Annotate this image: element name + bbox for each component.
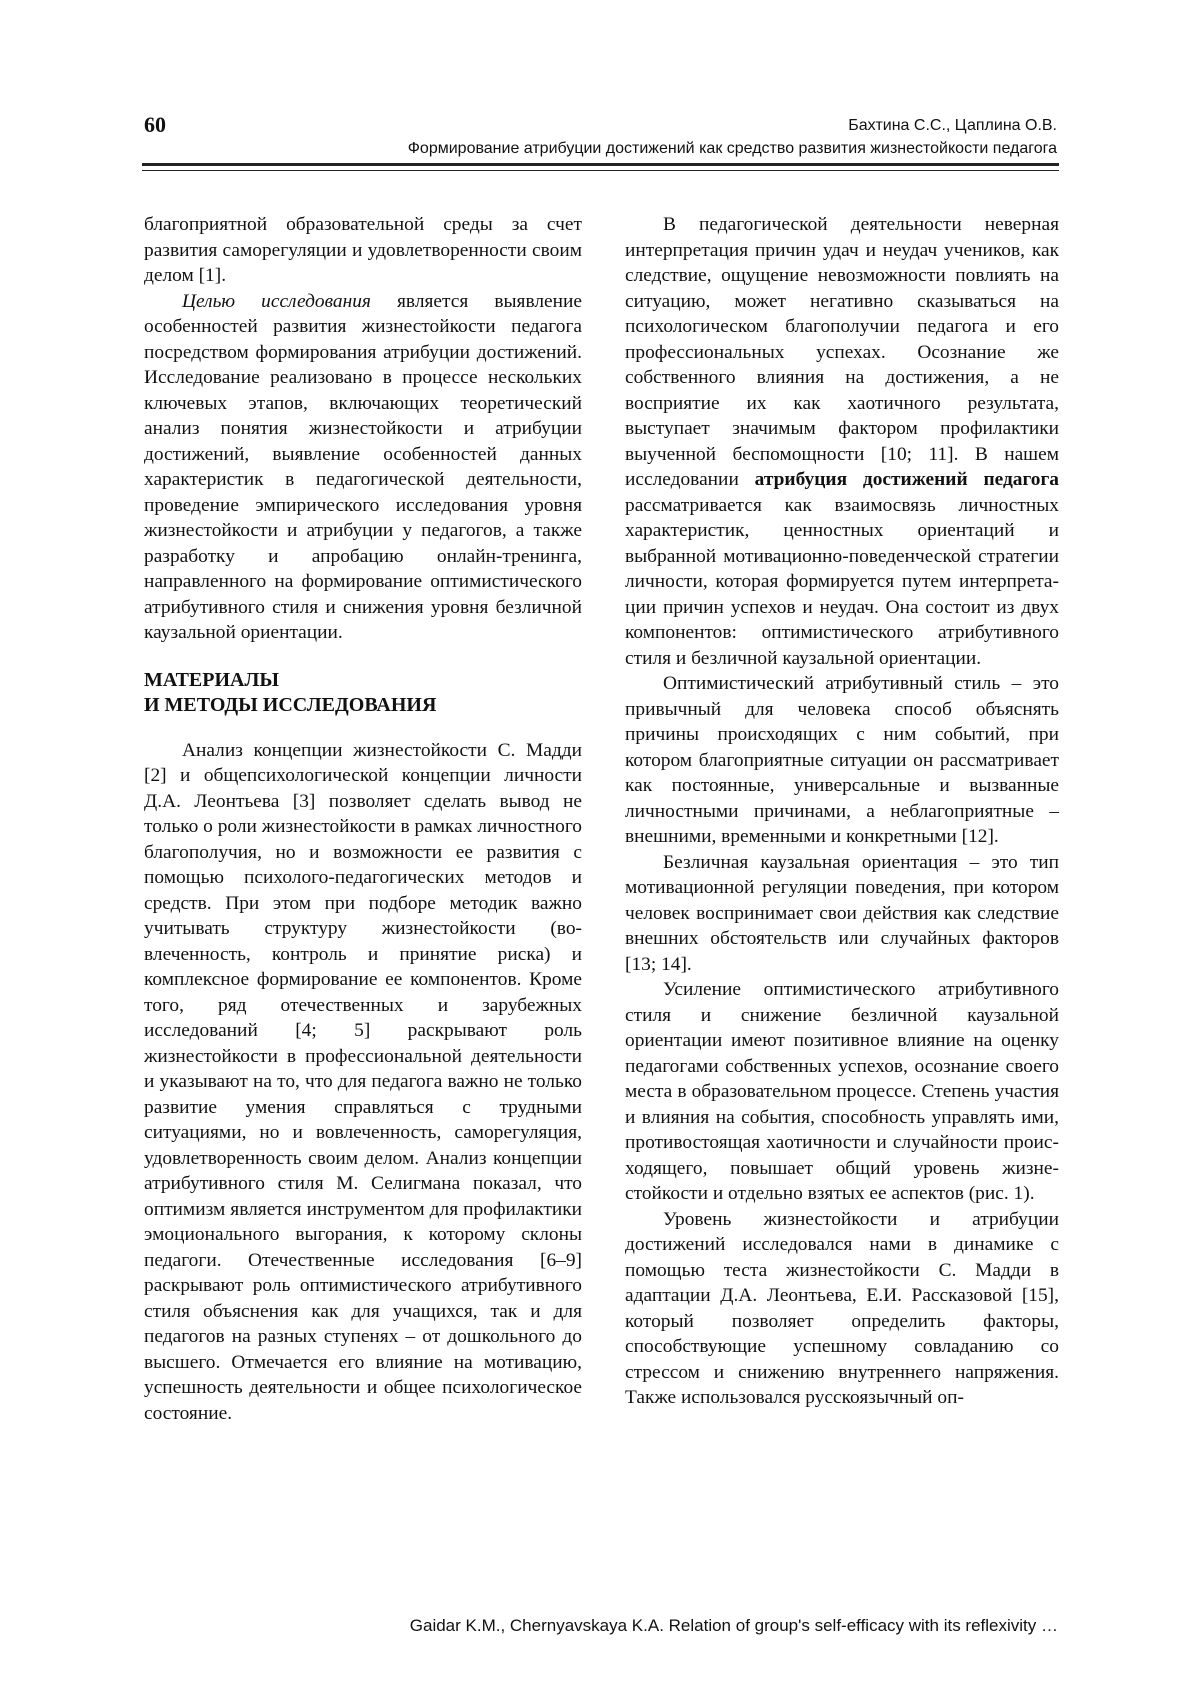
paragraph: благоприятной образовательной среды за счет развития саморегуляции и удовлетворенности своим делом [1].	[144, 214, 582, 286]
running-footer: Gaidar K.M., Chernyavskaya K.A. Relation of group's self-efficacy with its reflexivity …	[409, 1616, 1058, 1635]
paragraph: Уровень жизнестойкости и атрибуции достижений исследовался нами в динамике с помощью теста жизнестойкости С. Мадди в адаптации Д.А. Леонтьева, Е.И. Рассказовой [15], который позволяет определить факторы, способствующие успешному совладанию со стрессом и снижению внутреннего напряжения. Также использовался русскоязычный оп-	[625, 1208, 1059, 1408]
paragraph: Усиление оптимистического атрибутивного стиля и снижение безличной каузальной ориентации имеют позитивное влияние на оценку педагогами собственных успехов, осознание своего места в образовательном процессе. Степень участия и влияния на события, способность управлять ими, противостоящая хаотичности и случайности происходящего, повышает общий уровень жизнестойкости и отдельно взятых ее аспектов (рис. 1).	[625, 979, 1059, 1204]
right-column	[625, 212, 1059, 1411]
paragraph: Анализ концепции жизнестойкости С. Мадди [2] и общепсихологической концепции личности Д.А. Леонтьева [3] позволяет сделать вывод не только о роли жизнестойкости в рамках личностного благополучия, но и возможности ее развития с помощью психолого-педагогических методов и средств. При этом при подборе методик важно учитывать структуру жизнестойкости (вовлеченность, контроль и принятие риска) и комплексное формирование ее компонентов. Кроме того, ряд отечественных и зарубежных исследований [4; 5] раскрывают роль жизнестойкости в профессиональной деятельности и указывают на то, что для педагога важно не только развитие умения справляться с трудными ситуациями, но и вовлеченность, саморегуляция, удовлетворенность своим делом. Анализ концепции атрибутивного стиля М. Селигмана показал, что оптимизм является инструментом для профилактики эмоционального выгорания, к которому склоны педагоги. Отечественные исследования [6–9] раскрывают роль оптимистического атрибутивного стиля объяснения как для учащихся, так и для педагогов на разных ступенях – от дошкольного до высшего. Отмечается его влияние на мотивацию, успешность деятельности и общее психологическое состояние.	[144, 739, 582, 1424]
paragraph-text: является выявление особенностей развития жизнестойкости педагога посредством формирования атрибуции достижений. Исследование реализовано в процессе нескольких ключевых этапов, включающих теоретический анализ понятия жизнестойкости и атрибуции достижений, выявление особенностей данных характеристик в педагогической деятельности, проведение эмпирического исследования уровня жизнестойкости и атрибуции у педагогов, а также разработку и апробацию онлайн-тренинга, направленного на формирование оптимистического атрибутивного стиля и снижения уровня безличной каузальной ориентации.	[144, 290, 582, 643]
bold-term: атрибуция достижений педагога	[754, 469, 1059, 490]
paragraph	[144, 289, 582, 646]
section-heading-line: И МЕТОДЫ ИССЛЕДОВАНИЯ	[144, 693, 437, 716]
left-column	[144, 212, 582, 1426]
header-authors: Бахтина С.С., Цаплина О.В.	[848, 117, 1057, 134]
page-number: 60	[144, 112, 166, 137]
paragraph-text: В педагогической деятельности неверная интерпретация причин удач и неудач учеников, как следствие, ощущение невозможности повлиять на ситуацию, может негативно сказываться на психологическом благополучии педагога и его профессиональных успехах. Осознание же собственного влияния на достижения, а не восприятие их как хаотичного результата, выступает значимым фактором профилактики выученной беспомощности [10; 11]. В нашем исследовании	[625, 214, 1059, 490]
paragraph-text: рассматривается как взаимосвязь личностных характеристик, ценностных ориентаций и выбранной мотивационно-поведенческой стратегии личности, которая формируется путем интерпретации причин успехов и неудач. Она состоит из двух компонентов: оптимистического атрибутивного стиля и безличной каузальной ориентации.	[625, 494, 1059, 669]
paragraph: Безличная каузальная ориентация – это тип мотивационной регуляции поведения, при котором человек воспринимает свои действия как следствие внешних обстоятельств или случайных факторов [13; 14].	[625, 851, 1059, 975]
running-header	[408, 114, 1057, 160]
section-heading	[144, 668, 582, 718]
header-rule	[142, 163, 1059, 166]
italic-phrase: Целью исследования	[182, 290, 371, 312]
header-article-title: Формирование атрибуции достижений как средство развития жизнестойкости педагога	[407, 140, 1057, 157]
paragraph	[625, 212, 1059, 671]
section-heading-line: МАТЕРИАЛЫ	[144, 668, 279, 691]
header-rule-thin	[142, 170, 1059, 171]
paragraph: Оптимистический атрибутивный стиль – это привычный для человека способ объяснять причины происходящих с ним событий, при котором благоприятные ситуации он рассматривает как постоянные, универсальные и вызванные личностными причинами, а неблагоприятные – внешними, временными и конкретными [12].	[625, 673, 1059, 847]
